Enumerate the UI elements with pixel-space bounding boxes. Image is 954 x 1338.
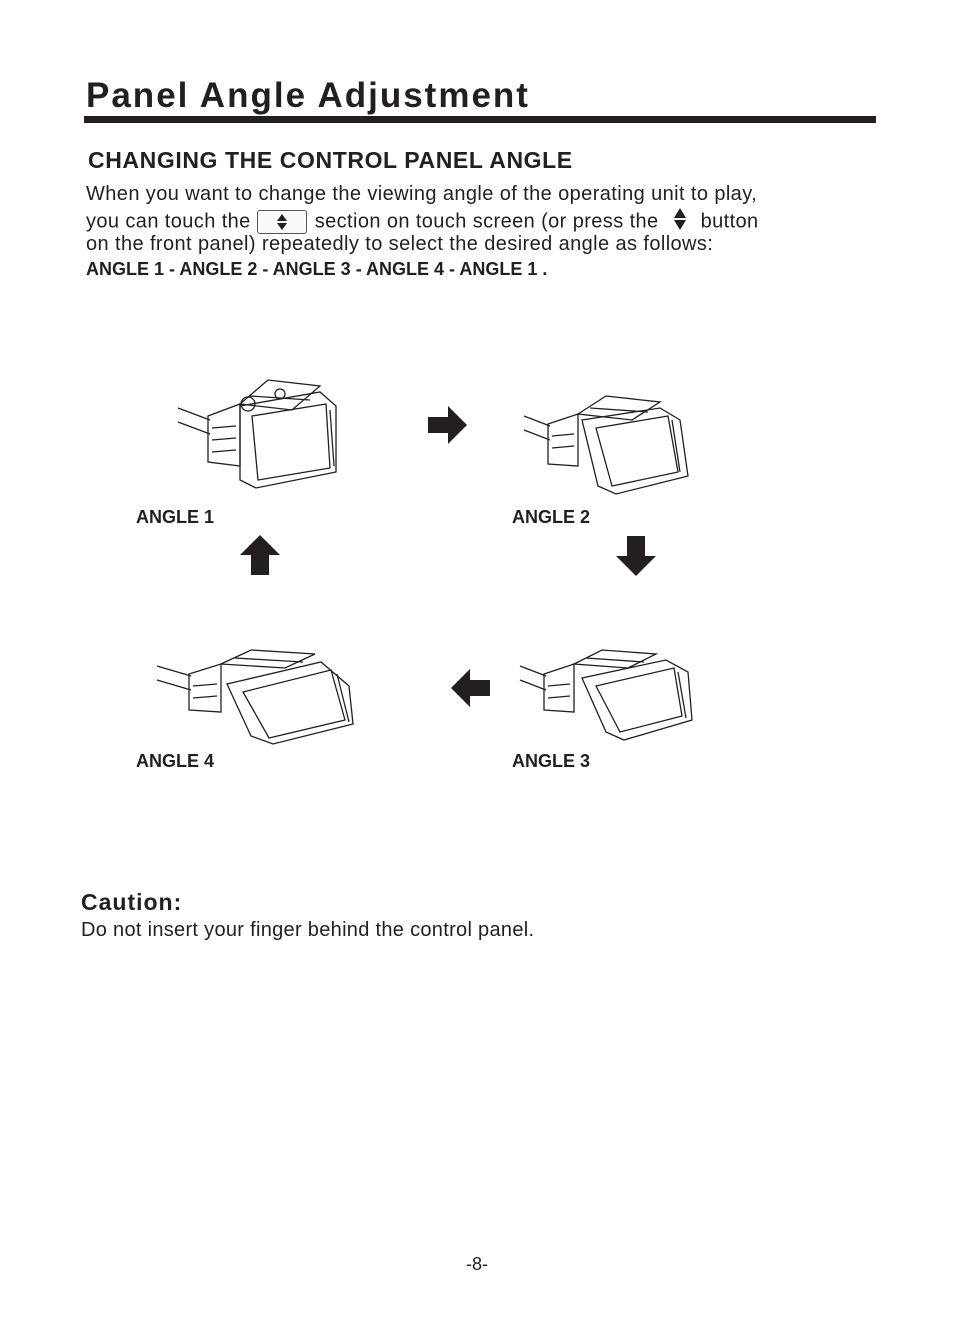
page-number: -8- xyxy=(466,1254,488,1274)
instruction-line-1: When you want to change the viewing angle of the operating unit to play, xyxy=(86,183,758,205)
angle-1-label: ANGLE 1 xyxy=(136,507,215,527)
up-down-arrow-icon xyxy=(673,207,687,231)
up-down-arrow-icon xyxy=(258,211,306,233)
unit-angle-2-illustration xyxy=(520,394,695,504)
arrow-down-icon xyxy=(616,536,656,576)
page-title: Panel Angle Adjustment xyxy=(86,76,530,115)
angle-3-label: ANGLE 3 xyxy=(512,751,591,771)
instruction-line-2-end: button xyxy=(700,210,759,233)
arrow-up-icon xyxy=(240,535,280,575)
section-heading: CHANGING THE CONTROL PANEL ANGLE xyxy=(88,147,573,173)
touch-angle-button xyxy=(257,210,307,234)
angle-sequence: ANGLE 1 - ANGLE 2 - ANGLE 3 - ANGLE 4 - ANGLE 1 . xyxy=(86,259,548,279)
unit-angle-1-illustration xyxy=(170,376,345,496)
angle-2-label: ANGLE 2 xyxy=(512,507,591,527)
instruction-line-2-middle: section on touch screen (or press the xyxy=(314,210,659,233)
unit-angle-4-illustration xyxy=(155,648,360,746)
unit-angle-3-illustration xyxy=(516,648,696,746)
caution-text: Do not insert your finger behind the control panel. xyxy=(81,919,535,941)
title-divider xyxy=(84,116,876,123)
arrow-right-icon xyxy=(428,406,468,444)
angle-4-label: ANGLE 4 xyxy=(136,751,215,771)
caution-heading: Caution: xyxy=(81,889,183,915)
arrow-left-icon xyxy=(450,669,490,707)
instruction-line-2-start: you can touch the xyxy=(86,210,251,233)
instruction-line-3: on the front panel) repeatedly to select the desired angle as follows: xyxy=(86,233,714,255)
